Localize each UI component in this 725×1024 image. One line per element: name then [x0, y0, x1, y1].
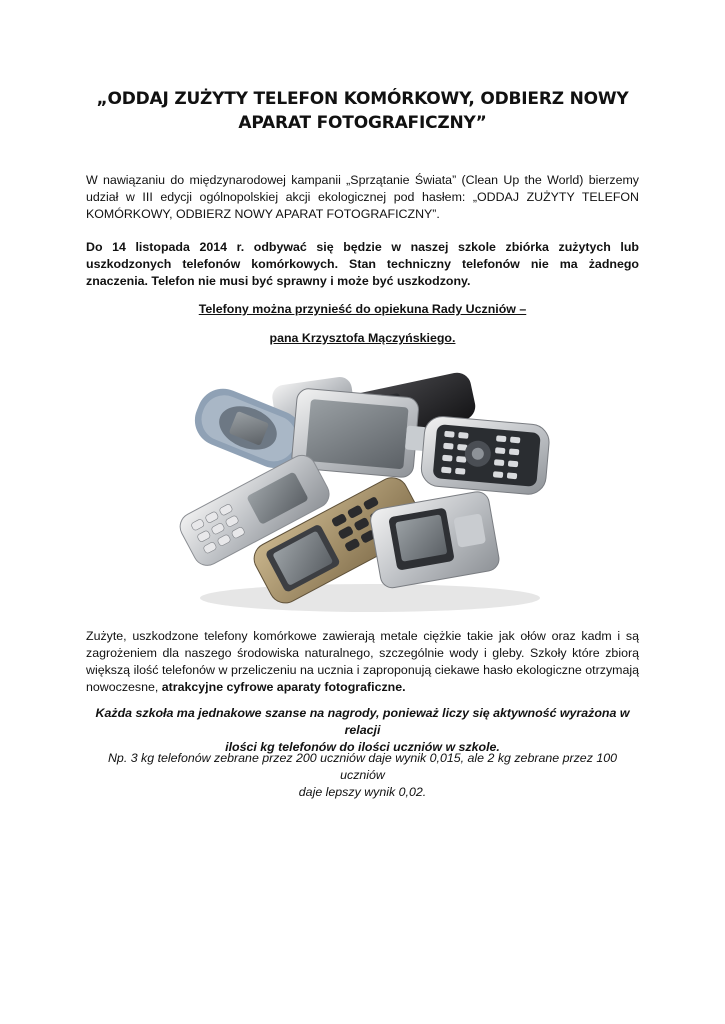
- title-line-1: „ODDAJ ZUŻYTY TELEFON KOMÓRKOWY, ODBIERZ NOWY: [96, 89, 629, 109]
- chance-line-1: Każda szkoła ma jednakowe szanse na nagrody, ponieważ liczy się aktywność wyrażona w relacji: [95, 706, 630, 737]
- example-paragraph: [86, 750, 639, 801]
- document-title: [70, 87, 655, 135]
- chance-line-2: ilości kg telefonów do ilości uczniów w szkole.: [225, 740, 500, 754]
- example-line-1: Np. 3 kg telefonów zebrane przez 200 uczniów daje wynik 0,015, ale 2 kg zebrane przez 100 uczniów: [107, 751, 617, 782]
- old-mobile-phones-pile-image: [165, 370, 560, 615]
- info-bold-text: atrakcyjne cyfrowe aparaty fotograficzne.: [161, 680, 406, 694]
- contact-text-2: pana Krzysztofa Mączyńskiego.: [269, 331, 456, 345]
- chance-paragraph: [86, 705, 639, 756]
- example-line-2: daje lepszy wynik 0,02.: [298, 785, 427, 799]
- contact-text-1: Telefony można przynieść do opiekuna Rady Uczniów –: [198, 302, 527, 316]
- info-paragraph: [86, 628, 639, 696]
- info-text: Zużyte, uszkodzone telefony komórkowe zawierają metale ciężkie takie jak ołów oraz kadm i są zagrożeniem dla naszego środowiska naturalnego, szczególnie wody i gleby. Szkoły które zbiorą większą ilość telefonów w przeliczeniu na ucznia i zaproponują ciekawe hasło ekologiczne otrzymają nowoczesne,: [86, 629, 639, 694]
- title-line-2: APARAT FOTOGRAFICZNY”: [238, 113, 487, 133]
- announcement-paragraph: Do 14 listopada 2014 r. odbywać się będzie w naszej szkole zbiórka zużytych lub uszkodzonych telefonów komórkowych. Stan techniczny telefonów nie ma żadnego znaczenia. Telefon nie musi być sprawny i może być uszkodzony.: [86, 240, 639, 288]
- contact-line-2: [86, 330, 639, 347]
- contact-line-1: [86, 301, 639, 318]
- intro-paragraph: W nawiązaniu do międzynarodowej kampanii „Sprzątanie Świata” (Clean Up the World) bierzemy udział w III edycji ogólnopolskiej akcji ekologicznej pod hasłem: „ODDAJ ZUŻYTY TELEFON KOMÓRKOWY, ODBIERZ NOWY APARAT FOTOGRAFICZNY”.: [86, 173, 639, 221]
